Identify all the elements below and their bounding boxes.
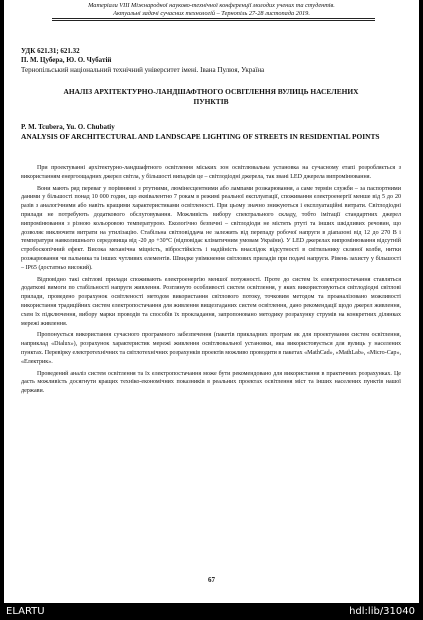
page-number: 67 [208,576,215,584]
title-ua: АНАЛІЗ АРХІТЕКТУРНО-ЛАНДШАФТНОГО ОСВІТЛЕННЯ ВУЛИЦЬ НАСЕЛЕНИХ ПУНКТІВ [63,87,359,106]
conference-header-line-1: Матеріали VIII Міжнародної науково-технічної конференції молодих учених та студентів. [88,2,335,9]
udk-code: УДК 621.31; 621.32 [21,47,80,55]
conference-header [4,2,419,18]
repository-name: ELARTU [6,606,45,617]
header-rule-thin [52,20,375,21]
paper-page [4,0,419,603]
paragraph: Проведений аналіз систем освітлення та їх електропостачання може бути рекомендовано для використання в практичних розрахунках. Це дасть можливість досягнути кращих техніко-економічних показників в реальних проектах освітлення міст та інших населених пунктів нашої держави. [21,370,401,395]
paragraph: Відповідно такі світлові прилади споживають електроенергію меншої потужності. Проте до систем їх електропостачання ставляться додаткові вимоги по стабільності напруги живлення. Розглянуто особливості систем освітлення, у яких використовуються світлодіодні світлові прилади, проведено розрахунок освітленості методом використання світлового потоку, точковим методом та проаналізовано можливості використання традиційних систем електропостачання для живлення вищезгаданих систем освітлення, дано рекомендації щодо джерел живлення, схем їх підключення, вибору марки проводів та способів їх прокладання, запропоновано методику розрахунку струмів на конкретних ділянках мережі живлення. [21,276,401,327]
header-rule [52,18,375,19]
authors-en: P. M. Tcubera, Yu. O. Chubatiy [21,123,115,131]
affiliation: Тернопільський національний технічний університет імені. Івана Пулюя, Україна [21,66,265,74]
conference-header-line-2: Актуальні задачі сучасних технологій – Тернопіль 27-28 листопада 2019. [113,10,310,17]
handle-id: hdl:lib/31040 [349,606,415,617]
paragraph: Пропонується використання сучасного програмного забезпечення (пакетів прикладних програм як для проектування систем освітлення, наприклад «Dialux»), розрахунок характеристик мережі живлення освітлювальної установки, яка використовується для вулиць у населених пунктах. Перевірку електротехнічних та світлотехнічних розрахунків проектів можливо проводити в пакетах «MathCad», «MathLab», «Micro-Cap», «Електрик». [21,332,401,365]
title-en: ANALYSIS OF ARCHITECTURAL AND LANDSCAPE LIGHTING OF STREETS IN RESIDENTIAL POINTS [21,132,380,141]
body-text [21,164,401,399]
paragraph: При проектуванні архітектурно-ландшафтного освітлення міських зон освітлювальна установка на сучасному етапі розробляється з використанням енергоощадних джерел світла, у більшості випадків це – світлодіодні джерела, так звані LED джерела випромінювання. [21,165,401,180]
paragraph: Вони мають ряд переваг у порівнянні з ртутними, люмінесцентними або лампами розжарювання, а саме термін служби – за паспортними даними у більшості понад 10 000 годин, що еквівалентно 7 рокам в режимі реальної експлуатації, споживання електроенергії менше від 5 до 20 разів з аналогічними або навіть кращими характеристиками освітленості. При цьому значно знижуються і експлуатаційні витрати. Світлодіодні прилади не потребують додаткового обслуговування. Можливість вибору спектрального складу, тобто імітації стандартних джерел випромінювання з різною кольоровою температурою. Екологічно безпечні – світлодіоди не містять ртуті та інших шкідливих речовин, що дозволяє виключити витрати на утилізацію. Стабільна світловіддача не залежить від перепаду робочої напруги в діапазоні від 12 до 270 В і температури навколишнього середовища від -20 до +30°С (відповідає кліматичним умовам України). У LED джерелах випромінювання відсутній стробоскопічний ефект. Висока механічна міцність, вібростійкість і надійність внаслідок відсутності в світильнику скляної колби, нитки розжарювання чи пальника та інших чутливих елементів. Швидке увімкнення світлових приладів при подачі напруги. Рівень захисту у більшості – IP65 (достатньо високий). [21,185,401,271]
repository-footer [0,603,423,620]
authors-ua: П. М. Цубера, Ю. О. Чубатій [21,56,112,64]
